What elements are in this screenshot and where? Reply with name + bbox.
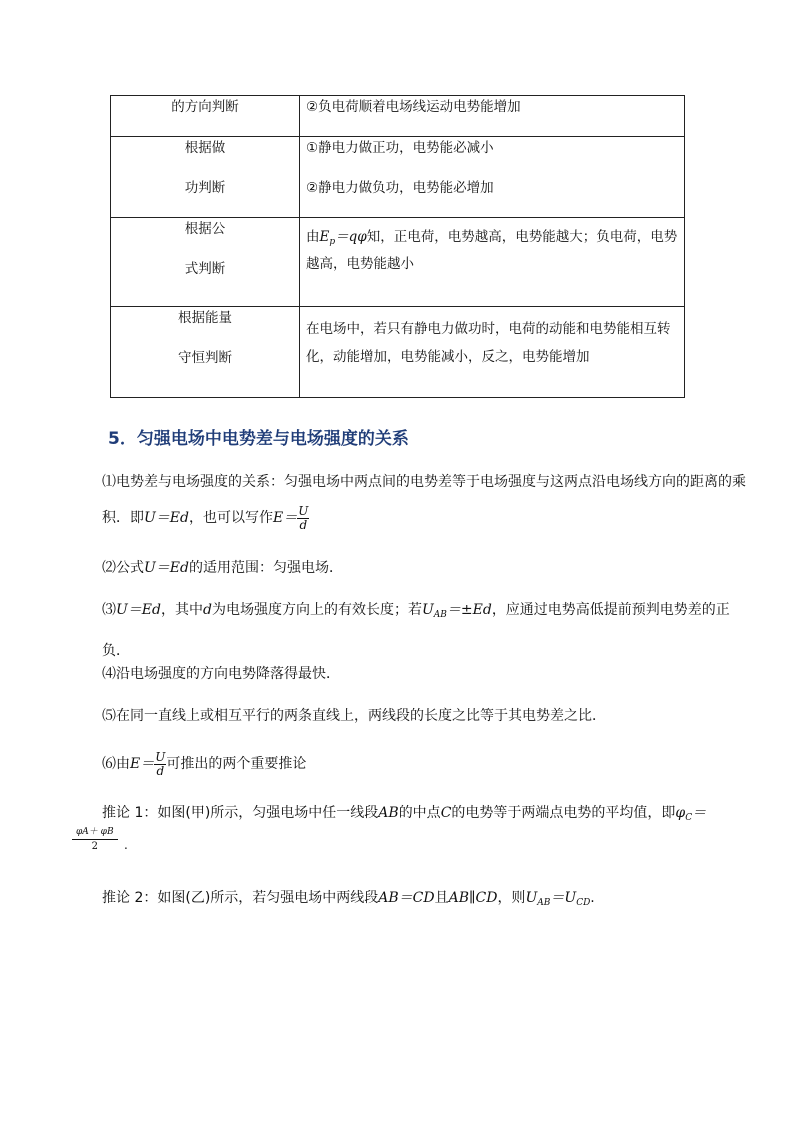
table-cell-method — [111, 307, 300, 398]
fraction-tail: . — [124, 838, 128, 852]
math-expr: φ — [675, 805, 686, 821]
cell-text: 根据公 — [184, 221, 226, 237]
table-row — [111, 96, 685, 137]
cell-text: 功判断 — [184, 180, 226, 196]
math-subscript: C — [685, 813, 693, 823]
math-expr: U — [525, 890, 538, 906]
math-symbol: φ — [357, 229, 367, 245]
para-text: ⑴电势差与电场强度的关系：匀强电场中两点间的电势差等于电场强度与这两点沿电场线方向的距离的乘积．即 — [102, 474, 746, 526]
math-subscript: AB — [433, 610, 447, 620]
cell-text: 知，正电荷，电势越高，电势能越大；负电荷，电势越高，电势能越小 — [306, 229, 678, 272]
para-text: ，其中 — [160, 602, 203, 618]
table-cell-method — [111, 137, 300, 218]
math-expr: ＝ — [550, 890, 565, 906]
paragraph-7 — [72, 795, 752, 836]
math-expr: ＝±Ed — [446, 602, 492, 618]
para-text: 为电场强度方向上的有效长度；若 — [211, 602, 422, 618]
section-heading: 5．匀强电场中电势差与电场强度的关系 — [108, 429, 409, 449]
para-text: ⑶ — [102, 602, 116, 618]
paragraph-4: ⑷沿电场强度的方向电势降落得最快． — [102, 666, 340, 682]
cell-text: 守恒判断 — [178, 350, 232, 366]
table-cell-rule — [300, 137, 685, 218]
math-expr: ＝ — [692, 805, 707, 821]
paragraph-6 — [72, 746, 752, 782]
para-text: . — [590, 890, 595, 906]
math-subscript: CD — [576, 898, 591, 908]
fraction-numerator: U — [155, 749, 166, 764]
math-subscript: p — [329, 237, 336, 247]
cell-text: 根据能量 — [178, 310, 232, 326]
table-cell-rule — [300, 307, 685, 398]
table-cell-method — [111, 96, 300, 137]
table-row — [111, 307, 685, 398]
fraction-numerator: φA＋ φB — [72, 826, 118, 840]
fraction — [154, 751, 166, 778]
table-cell-method — [111, 218, 300, 307]
math-expr: d — [202, 602, 212, 618]
average-potential-fraction — [72, 826, 118, 853]
table-row — [111, 218, 685, 307]
fraction — [297, 505, 309, 532]
para-text: ，应通过电势高低提前预判电势差的正负． — [102, 602, 730, 659]
math-expr: U＝Ed — [144, 510, 189, 526]
table-cell-rule — [300, 218, 685, 307]
fraction-denominator: d — [297, 518, 309, 532]
cell-text: ①静电力做正功，电势能必减小 — [306, 140, 494, 156]
para-text: ，则 — [497, 890, 526, 906]
cell-text: 在电场中，若只有静电力做功时，电荷的动能和电势能相互转化，动能增加，电势能减小，反之，电势能增加 — [306, 321, 671, 365]
cell-text: ②静电力做负功，电势能必增加 — [306, 180, 494, 196]
para-text: ⑵公式 — [102, 560, 144, 576]
para-text: ⑹由 — [102, 756, 130, 772]
math-expr: AB — [378, 805, 399, 821]
para-text: 推论 1：如图(甲)所示，匀强电场中任一线段 — [102, 805, 379, 821]
math-expr: U — [564, 890, 577, 906]
math-symbol: ＝q — [335, 229, 358, 245]
energy-judgment-table — [110, 95, 685, 398]
math-subscript: AB — [537, 898, 551, 908]
para-text: 可推出的两个重要推论 — [166, 756, 307, 772]
para-text: 的适用范围：匀强电场． — [188, 560, 343, 576]
para-text: 且 — [434, 890, 449, 906]
math-expr: U＝Ed — [116, 602, 161, 618]
fraction-denominator: d — [154, 764, 166, 778]
paragraph-8 — [72, 880, 752, 921]
table-row — [111, 137, 685, 218]
paragraph-5: ⑸在同一直线上或相互平行的两条直线上，两线段的长度之比等于其电势差之比． — [102, 708, 606, 724]
math-expr: U — [421, 602, 434, 618]
cell-text: ②负电荷顺着电场线运动电势能增加 — [306, 99, 521, 115]
fraction-denominator: 2 — [91, 841, 98, 852]
fraction-numerator: U — [298, 503, 309, 518]
paragraph-2 — [72, 550, 752, 586]
math-symbol: E — [319, 229, 330, 245]
para-text: ，也可以写作 — [188, 510, 273, 526]
table-cell-rule — [300, 96, 685, 137]
para-text: 的电势等于两端点电势的平均值，即 — [451, 805, 676, 821]
math-expr: AB＝CD — [378, 890, 435, 906]
math-expr: U＝Ed — [144, 560, 189, 576]
math-expr: E＝ — [130, 756, 155, 772]
math-expr: C — [440, 805, 452, 821]
cell-text: 式判断 — [184, 261, 226, 277]
cell-text: 的方向判断 — [171, 99, 239, 115]
paragraph-1 — [72, 464, 752, 536]
math-expr: E＝ — [272, 510, 298, 526]
cell-text: 根据做 — [184, 140, 226, 156]
math-expr: AB∥CD — [448, 890, 498, 906]
cell-text: 由 — [306, 229, 320, 245]
para-text: 的中点 — [398, 805, 441, 821]
para-text: 推论 2：如图(乙)所示，若匀强电场中两线段 — [102, 890, 379, 906]
